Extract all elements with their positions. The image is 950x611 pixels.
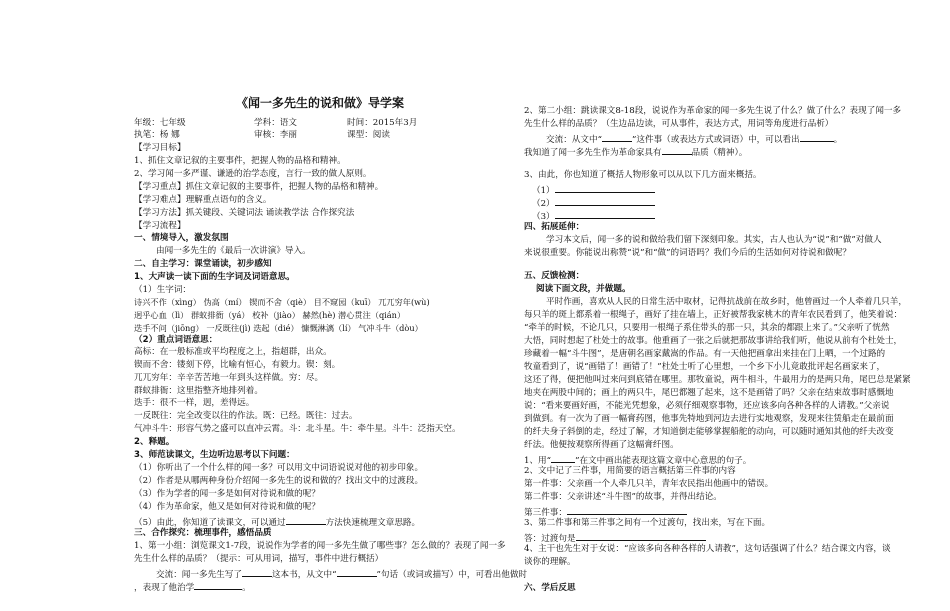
words-line-2: 迥乎心血（lì） 群蚁排衙（yá） 校补（jiào） 赫然(hè) 潜心贯注（qián） [134, 310, 406, 320]
exchange-text-c: 。 [833, 135, 843, 145]
passage-line-5: 珍藏着一幅“斗牛图”，是唐朝名画家戴嵩的作品。有一天他把画拿出来挂在门上晒，一个过路的 [524, 349, 886, 359]
exchange-text-d: ，表现了他治学 [134, 583, 195, 593]
answer-blank[interactable] [555, 209, 655, 219]
meaning-7: 气冲斗牛：形容气势之盛可以直冲云霄。斗：北斗星。牛：牵牛星。斗牛：泛指天空。 [134, 424, 461, 434]
words-line-1: 诗兴不作（xìng） 伪高（mí） 锲而不舍（qiè） 目不窥园（kuī） 兀兀穷年(wù) [134, 297, 430, 307]
section-1-text: 由闻一多先生的《最后一次讲演》导入。 [156, 246, 311, 256]
meaning-2: 锲而不舍：镂刻下停，比喻有恒心，有毅力。锲：刻。 [134, 360, 341, 370]
meaning-3: 兀兀穷年：辛辛苦苦地一年到头这样做。穷：尽。 [134, 373, 324, 383]
passage-line-8: 地夹在两股中间的；画上的两只牛，尾巴都翘了起来，这不是画错了吗？父亲在结束故事时感慨地 [524, 388, 894, 398]
goal-1: 1、抓住文章记叙的主要事件，把握人物的品格和精神。 [134, 156, 346, 166]
words-heading: （1）生字词： [134, 285, 192, 295]
question-2: （2）作者是从哪两种身份介绍闻一多先生的说和做的？找出文中的过渡段。 [134, 476, 424, 486]
section-2-item-2: 2、释题。 [134, 437, 175, 447]
reviewer: 审核：李丽 [254, 130, 297, 140]
time: 时间：2015年3月 [347, 118, 418, 128]
answer-blank[interactable] [800, 132, 834, 142]
event-1: 第一件事：父亲画一个人牵几只羊，青年农民指出他画中的错误。 [524, 479, 774, 489]
section-6-heading: 六、学后反思 [524, 583, 576, 593]
passage-line-4: 大悟，同时想起了杜处士的故事。他重画了一张之后就把那故事讲给我们听，他说从前有个杜处士， [524, 336, 903, 346]
answer-blank[interactable] [194, 580, 242, 590]
meaning-6: 一反既往：完全改变以往的作法。既：已经。既往：过去。 [134, 411, 358, 421]
answer-blank[interactable] [662, 145, 692, 155]
answer-label: 答：过渡句是 [524, 534, 576, 544]
group-1-exchange-2 [134, 580, 251, 594]
words-line-3: 迭手不问（jiōng） 一反既往(jì) 迭起（dié） 慷慨淋漓（lí） 气冲斗牛（dòu） [134, 323, 423, 333]
lesson-type: 课型：阅读 [347, 130, 390, 140]
section-4-heading: 四、拓展延伸： [524, 222, 585, 232]
focus: 【学习重点】抓住文章记叙的主要事件，把握人物的品格和精神。 [134, 182, 384, 192]
passage-line-2: 每只羊的斑上都系着一根绳子，画好了挂在墙上，正好被帮我家桃木的青年农民看到了，他笑着说： [524, 310, 903, 320]
group-2-task-line-1: 2、第二小组：跳读课文8-18段，说说作为革命家的闻一多先生说了什么？做了什么？表现了闻一多 [524, 106, 902, 116]
grade: 年级：七年级 [134, 118, 186, 128]
goal-2: 2、学习闻一多严谨、谦逊的治学态度，言行一致的做人原则。 [134, 169, 372, 179]
exchange-text-d: 我知道了闻一多先生作为革命家具有 [524, 148, 662, 158]
process: 【学习流程】 [134, 221, 186, 231]
group-2-exchange-2 [524, 145, 747, 159]
question-5-text-a: （5）由此，你知道了读课文，可以通过 [134, 518, 286, 528]
meta-row-2 [134, 130, 390, 141]
exchange-text-c: ”句话（或词或描写）中，可看出他做时 [376, 570, 528, 580]
passage-line-10: 到做到。有一次为了画一幅膏药图，他事先特地到河边去进行实地观察，发现来往赁船走在最前面 [524, 414, 894, 424]
exercise-1-text-b: ”在文中画出能表现这篇文章中心意思的句子。 [575, 456, 752, 466]
group-1-task-line-1: 1、第一小组：浏览课文1-7段，说说作为学者的闻一多先生做了哪些事？怎么做的？表现了闻一多 [134, 541, 506, 551]
question-4: （4）作为革命家，他又是如何对待说和做的呢？ [134, 502, 320, 512]
answer-blank[interactable] [551, 453, 575, 463]
exercise-4-line-1: 4、主干也先生对于女说：“应该多向各种各样的人请教”，这句话强调了什么？结合课文内容，谈 [524, 544, 891, 554]
group-2-task-line-2: 先生什么样的品质？（生边品边读，可从事件，表达方式，用词等角度进行品析） [524, 119, 834, 129]
difficulty: 【学习难点】理解重点语句的含义。 [134, 195, 272, 205]
item-number: （2） [532, 199, 555, 209]
answer-blank[interactable] [567, 505, 687, 515]
passage-line-6: 牧童看到了，说“画错了！画错了！”杜处士听了心里想，一个乡下小儿竟敢批评起名画家来了， [524, 362, 886, 372]
answer-blank[interactable] [602, 132, 632, 142]
goals-heading: 【学习目标】 [134, 143, 186, 153]
passage-line-7: 这还了得，便把他叫过来问到底错在哪里。那牧童说，两牛相斗，牛最用力的是两只角，尾巴总是紧紧 [524, 375, 911, 385]
exercise-3: 3、第二件事和第三件事之间有一个过渡句，找出来，写在下面。 [524, 518, 771, 528]
event-2: 第二件事：父亲讲述“斗牛图”的故事，并得出结论。 [524, 492, 722, 502]
exchange-text-e: 品质（精神）。 [691, 148, 748, 158]
section-2-heading: 二、自主学习：课堂诵读，初步感知 [134, 259, 272, 269]
passage-line-3: “牵羊的时候，不论几只，只要用一根绳子系住带头的那一只，其余的都跟上来了。”父亲听了恍然 [524, 323, 890, 333]
passage-line-12: 纤法。他便按观察所得画了这幅膏纤图。 [524, 440, 679, 450]
extension-line-1: 学习本文后，闻一多的说和做给我们留下深刻印象。其实，古人也认为“说”和“做”对做人 [546, 235, 882, 245]
exchange-text-b: ”这件事（或表达方式或词语）中，可以看出 [631, 135, 800, 145]
author: 执笔：杨 娜 [134, 130, 180, 140]
exchange-text-b: 这本书，从文中“ [271, 570, 337, 580]
group-1-task-line-2: 先生什么样的品质？（提示：可从用词，描写，事件中进行概括） [134, 554, 384, 564]
answer-blank[interactable] [286, 515, 326, 525]
section-5-heading: 五、反馈检测： [524, 271, 585, 281]
summary-question: 3、由此，你也知道了概括人物形象可以从以下几方面来概括。 [524, 170, 762, 180]
answer-blank[interactable] [337, 567, 377, 577]
question-3: （3）作为学者的闻一多是如何对待说和做的呢？ [134, 489, 320, 499]
section-2-item-3: 3、师范读课文，生边听边思考以下问题： [134, 450, 295, 460]
meaning-1: 高标：在一般标准或平均程度之上，指超群，出众。 [134, 347, 332, 357]
item-number: （3） [532, 212, 555, 222]
exchange-text-a: 交流：闻一多先生写了 [156, 570, 242, 580]
meaning-5: 迭手：很不一样，迥，差得远。 [134, 398, 255, 408]
page-title: 《闻一多先生的说和做》导学案 [235, 96, 404, 110]
subject: 学科：语文 [254, 118, 297, 128]
exchange-text-a: 交流：从文中“ [546, 135, 602, 145]
extension-line-2: 来说很重要。你能说出称赞“说”和“做”的词语吗？我们今后的生活如何对待说和做呢？ [524, 248, 851, 258]
exercise-2: 2、文中记了三件事，用简要的语言概括第三件事的内容 [524, 466, 736, 476]
answer-blank[interactable] [555, 196, 655, 206]
exercise-1-text-a: 1、用“ [524, 456, 552, 466]
question-5-text-b: 方法快速梳理文章思路。 [325, 518, 421, 528]
answer-blank[interactable] [242, 567, 272, 577]
section-5-subheading: 阅读下面文段，并做题。 [536, 284, 631, 294]
item-number: （1） [532, 186, 555, 196]
event-3-label: 第三件事： [524, 508, 567, 518]
method: 【学习方法】抓关键段、关键词法 诵读教学法 合作探究法 [134, 208, 355, 218]
answer-blank[interactable] [576, 531, 706, 541]
exercise-4-line-2: 谈你的理解。 [524, 557, 576, 567]
passage-line-1: 平时作画，喜欢从人民的日常生活中取材，记得抗战前在故乡时，他曾画过一个人牵着几只羊， [546, 297, 907, 307]
section-1-heading: 一、情境导入，激发氛围 [134, 233, 229, 243]
meanings-heading: （2）重点词语意思： [134, 335, 218, 345]
section-2-item-1: 1、大声读一读下面的生字词及词语意思。 [134, 272, 295, 282]
meta-row-1 [134, 118, 417, 129]
section-3-heading: 三、合作探究：梳理事件，感悟品质 [134, 528, 272, 538]
passage-line-11: 的纤夫身子斜倒的走，经过了解，才知道倒走能够掌握船舵的动向，可以随时通知其他的纤夫改变 [524, 427, 894, 437]
exchange-text-e: 。 [242, 583, 251, 593]
passage-line-9: 说：“看来要画好画，不能光凭想象，必须仔细观察事物，还应该多向各种各样的人请教。”父亲说 [524, 401, 890, 411]
meaning-4: 群蚁排衙：这里指整齐地排列着。 [134, 386, 263, 396]
answer-blank[interactable] [555, 183, 655, 193]
question-1: （1）你听出了一个什么样的闻一多？可以用文中词语说说对他的初步印象。 [134, 463, 424, 473]
